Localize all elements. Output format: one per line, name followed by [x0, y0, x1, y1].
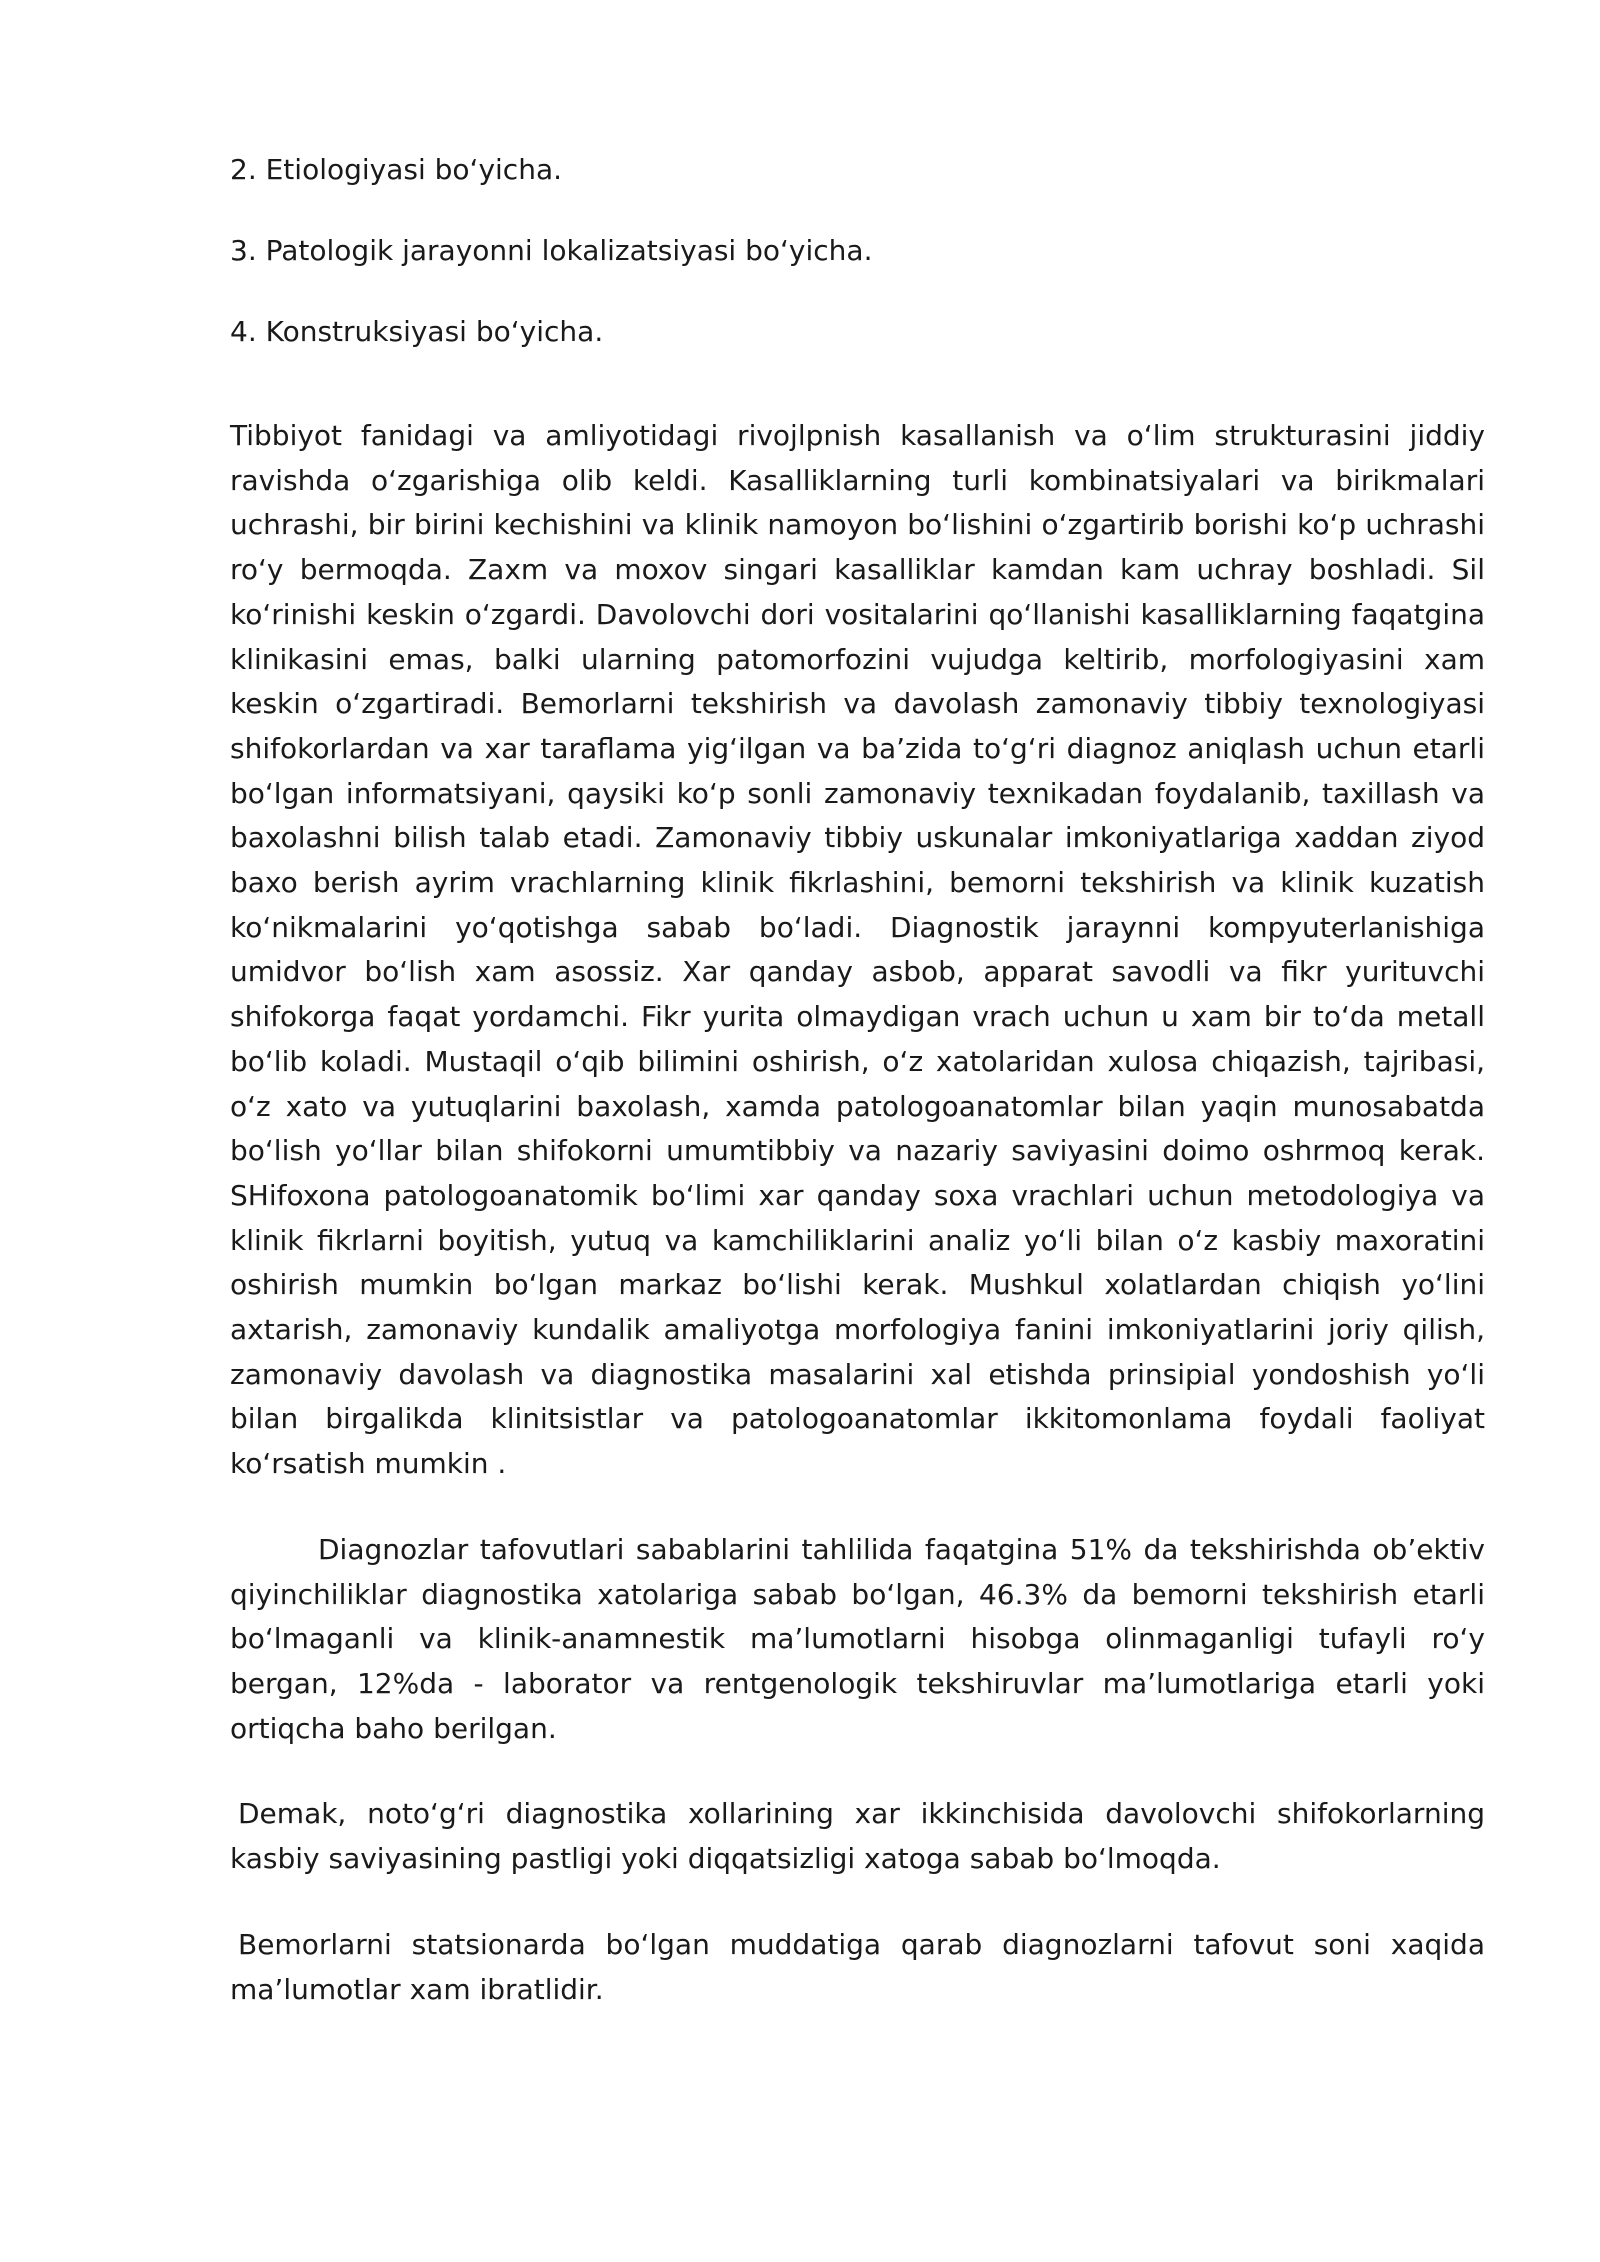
list-item-localization: 3. Patologik jarayonni lokalizatsiyasi bo‘yicha. [230, 234, 873, 267]
paragraph-diagnosis-discrepancies: Diagnozlar tafovutlari sabablarini tahlilida faqatgina 51% da tekshirishda ob’ektiv qiyinchiliklar diagnostika xatolariga sabab bo‘lgan, 46.3% da bemorni tekshirish etarli bo‘lmaganli va klinik-anamnestik ma’lumotlarni hisobga olinmaganligi tufayli ro‘y bergan, 12%da - laborator va rentgenologik tekshiruvlar ma’lumotlariga etarli yoki ortiqcha baho berilgan. [230, 1532, 1485, 1745]
paragraph-medical-development: Tibbiyot fanidagi va amliyotidagi rivojlpnish kasallanish va o‘lim strukturasini jiddiy ravishda o‘zgarishiga olib keldi. Kasalliklarning turli kombinatsiyalari va birikmalari uchrashi, bir birini kechishini va klinik namoyon bo‘lishini o‘zgartirib borishi ko‘p uchrashi ro‘y bermoqda. Zaxm va moxov singari kasalliklar kamdan kam uchray boshladi. Sil ko‘rinishi keskin o‘zgardi. Davolovchi dori vositalarini qo‘llanishi kasalliklarning faqatgina klinikasini emas, balki ularning patomorfozini vujudga keltirib, morfologiyasini xam keskin o‘zgartiradi. Bemorlarni tekshirish va davolash zamonaviy tibbiy texnologiyasi shifokorlardan va xar taraflama yig‘ilgan va ba’zida to‘g‘ri diagnoz aniqlash uchun etarli bo‘lgan informatsiyani, qaysiki ko‘p sonli zamonaviy texnikadan foydalanib, taxillash va baxolashni bilish talab etadi. Zamonaviy tibbiy uskunalar imkoniyatlariga xaddan ziyod baxo berish ayrim vrachlarning klinik fikrlashini, bemorni tekshirish va klinik kuzatish ko‘nikmalarini yo‘qotishga sabab bo‘ladi. Diagnostik jaraynni kompyuterlanishiga umidvor bo‘lish xam asossiz. Xar qanday asbob, apparat savodli va fikr yurituvchi shifokorga faqat yordamchi. Fikr yurita olmaydigan vrach uchun u xam bir to‘da metall bo‘lib koladi. Mustaqil o‘qib bilimini oshirish, o‘z xatolaridan xulosa chiqazish, tajribasi, o‘z xato va yutuqlarini baxolash, xamda patologoanatomlar bilan yaqin munosabatda bo‘lish yo‘llar bilan shifokorni umumtibbiy va nazariy saviyasini doimo oshrmoq kerak. SHifoxona patologoanatomik bo‘limi xar qanday soxa vrachlari uchun metodologiya va klinik fikrlarni boyitish, yutuq va kamchiliklarini analiz yo‘li bilan o‘z kasbiy maxoratini oshirish mumkin bo‘lgan markaz bo‘lishi kerak. Mushkul xolatlardan chiqish yo‘lini axtarish, zamonaviy kundalik amaliyotga morfologiya fanini imkoniyatlarini joriy qilish, zamonaviy davolash va diagnostika masalarini xal etishda prinsipial yondoshish yo‘li bilan birgalikda klinitsistlar va patologoanatomlar ikkitomonlama foydali faoliyat ko‘rsatish mumkin . [230, 419, 1485, 1481]
paragraph-conclusion: Demak, noto‘g‘ri diagnostika xollarining xar ikkinchisida davolovchi shifokorlarning kasbiy saviyasining pastligi yoki diqqatsizligi xatoga sabab bo‘lmoqda. [230, 1797, 1485, 1876]
list-item-construction: 4. Konstruksiyasi bo‘yicha. [230, 315, 604, 348]
list-item-etiology: 2. Etiologiyasi bo‘yicha. [230, 153, 563, 186]
paragraph-hospital-stay: Bemorlarni statsionarda bo‘lgan muddatiga qarab diagnozlarni tafovut soni xaqida ma’lumotlar xam ibratlidir. [230, 1927, 1485, 2006]
